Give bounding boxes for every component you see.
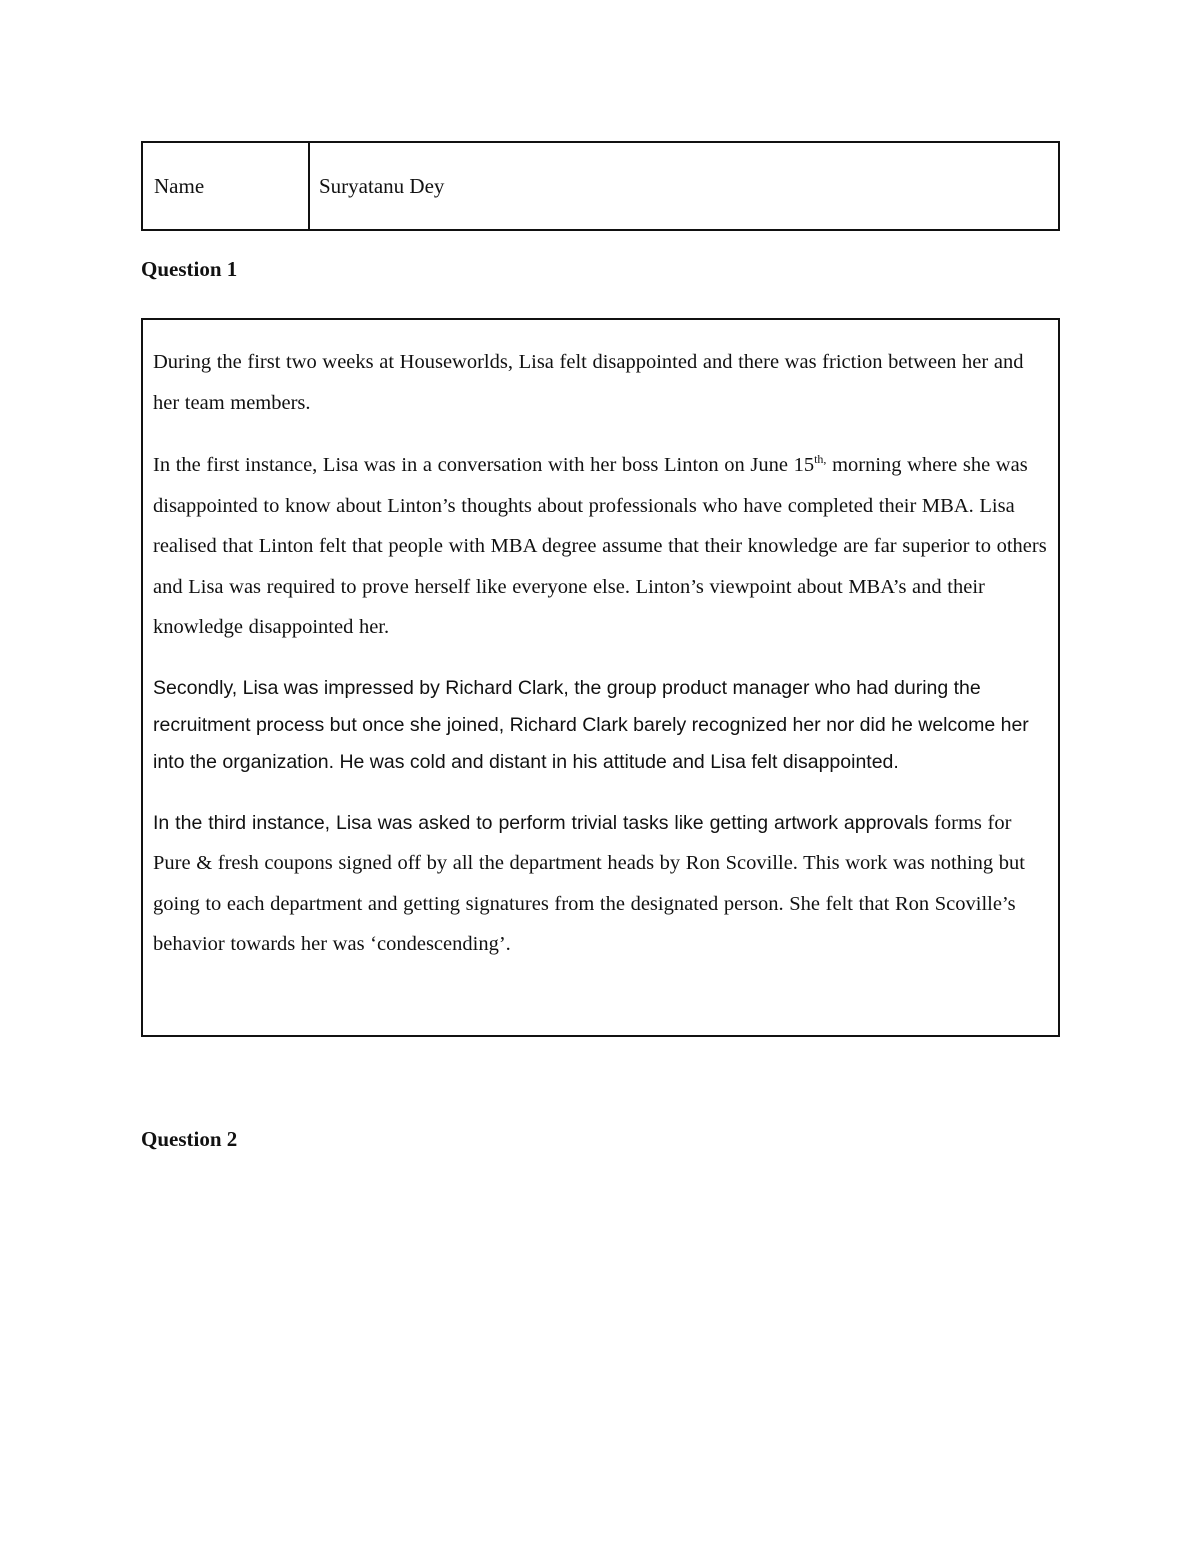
paragraph-4-text-end: forms for Pure & fresh coupons signed off by all the department heads by Ron Scoville. This work was nothing but going to each department and getting signatures from the designated person. She felt that Ron Scoville’s behavior towards her was ‘condescending’.: [153, 811, 1025, 955]
date-ordinal-superscript: th,: [814, 452, 827, 467]
name-label-cell: [143, 143, 310, 229]
question-1-heading: Question 1: [141, 257, 238, 281]
name-value: Suryatanu Dey: [319, 173, 445, 198]
question-1-answer-box: [141, 318, 1060, 1037]
answer-paragraph-1: During the first two weeks at Houseworlds, Lisa felt disappointed and there was friction between her and her team members.: [153, 351, 1024, 414]
name-value-cell: [310, 143, 1058, 229]
name-table: [141, 141, 1060, 231]
answer-paragraph-4: [153, 803, 1048, 965]
paragraph-4-text-start: In the third instance, Lisa was asked to perform trivial tasks like getting artwork approvals: [153, 811, 929, 834]
answer-paragraph-3: Secondly, Lisa was impressed by Richard Clark, the group product manager who had during the recruitment process but once she joined, Richard Clark barely recognized her nor did he welcome her into the organization. He was cold and distant in his attitude and Lisa felt disappointed.: [153, 676, 1029, 773]
paragraph-2-text-start: In the first instance, Lisa was in a conversation with her boss Linton on June 15: [153, 454, 815, 476]
paragraph-2-text-end: morning where she was disappointed to know about Linton’s thoughts about professionals who have completed their MBA. Lisa realised that Linton felt that people with MBA degree assume that their knowledge are far superior to others and Lisa was required to prove herself like everyone else. Linton’s viewpoint about MBA’s and their knowledge disappointed her.: [153, 454, 1047, 638]
name-label: Name: [154, 173, 205, 198]
question-2-heading: Question 2: [141, 1127, 238, 1151]
answer-paragraph-2: [153, 445, 1048, 648]
